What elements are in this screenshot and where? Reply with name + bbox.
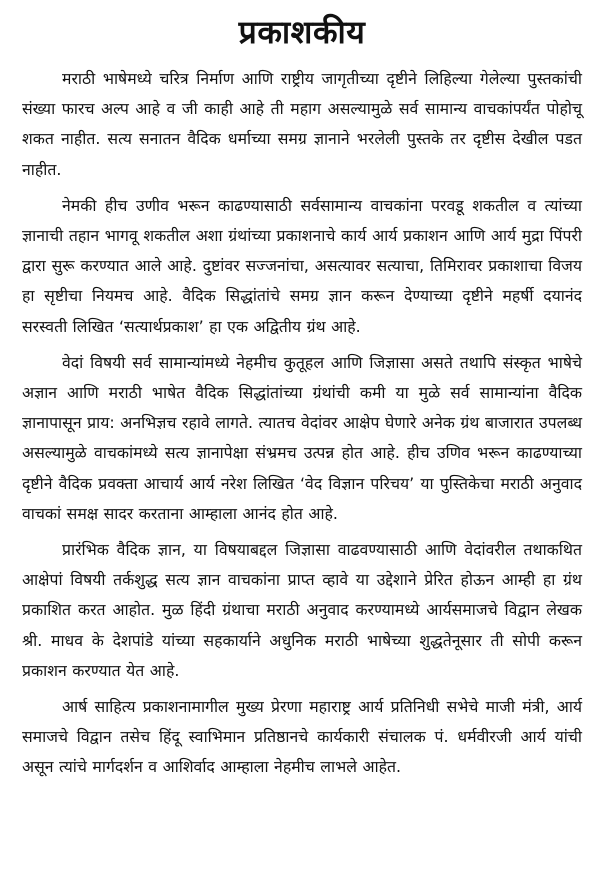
- paragraph-5: आर्ष साहित्य प्रकाशनामागील मुख्य प्रेरणा महाराष्ट्र आर्य प्रतिनिधी सभेचे माजी मंत्री, आर्य समाजचे विद्वान तसेच हिंदू स्वाभिमान प्रतिष्ठानचे कार्यकारी संचालक पं. धर्मवीरजी आर्य यांची असून त्यांचे मार्गदर्शन व आशिर्वाद आम्हाला नेहमीच लाभले आहेत.: [22, 697, 582, 777]
- paragraph-2: नेमकी हीच उणीव भरून काढण्यासाठी सर्वसामान्य वाचकांना परवडू शकतील व त्यांच्या ज्ञानाची तहान भागवू शकतील अशा ग्रंथांच्या प्रकाशनाचे कार्य आर्य प्रकाशन आणि आर्य मुद्रा पिंपरी द्वारा सुरू करण्यात आले आहे. दुष्टांवर सज्जनांचा, असत्यावर सत्याचा, तिमिरावर प्रकाशाचा विजय हा सृष्टीचा नियमच आहे. वैदिक सिद्धांतांचे समग्र ज्ञान करून देण्याच्या दृष्टीने महर्षी दयानंद सरस्वती लिखित ‘सत्यार्थप्रकाश’ हा एक अद्वितीय ग्रंथ आहे.: [22, 195, 582, 336]
- paragraph-1: मराठी भाषेमध्ये चरित्र निर्माण आणि राष्ट्रीय जागृतीच्या दृष्टीने लिहिल्या गेलेल्या पुस्तकांची संख्या फारच अल्प आहे व जी काही आहे ती महाग असल्यामुळे सर्व सामान्य वाचकांपर्यंत पोहोचू शकत नाहीत. सत्य सनातन वैदिक धर्माच्या समग्र ज्ञानाने भरलेली पुस्तके तर दृष्टीस देखील पडत नाहीत.: [22, 69, 582, 179]
- page-title: प्रकाशकीय: [238, 13, 366, 51]
- paragraph-3: वेदां विषयी सर्व सामान्यांमध्ये नेहमीच कुतूहल आणि जिज्ञासा असते तथापि संस्कृत भाषेचे अज्ञान आणि मराठी भाषेत वैदिक सिद्धांतांच्या ग्रंथांची कमी या मुळे सर्व सामान्यांना वैदिक ज्ञानापासून प्राय: अनभिज्ञच रहावे लागते. त्यातच वेदांवर आक्षेप घेणारे अनेक ग्रंथ बाजारात उपलब्ध असल्यामुळे वाचकांमध्ये सत्य ज्ञानापेक्षा संभ्रमच उत्पन्न होत आहे. हीच उणिव भरून काढण्याच्या दृष्टीने वैदिक प्रवक्ता आचार्य आर्य नरेश लिखित ‘वेद विज्ञान परिचय’ या पुस्तिकेचा मराठी अनुवाद वाचकां समक्ष सादर करताना आम्हाला आनंद होत आहे.: [22, 352, 582, 523]
- paragraph-4: प्रारंभिक वैदिक ज्ञान, या विषयाबद्दल जिज्ञासा वाढवण्यासाठी आणि वेदांवरील तथाकथित आक्षेपां विषयी तर्कशुद्ध सत्य ज्ञान वाचकांना प्राप्त व्हावे या उद्देशाने प्रेरित होऊन आम्ही हा ग्रंथ प्रकाशित करत आहोत. मुळ हिंदी ग्रंथाचा मराठी अनुवाद करण्यामध्ये आर्यसमाजचे विद्वान लेखक श्री. माधव के देशपांडे यांच्या सहकार्याने अधुनिक मराठी भाषेच्या शुद्धतेनूसार ती सोपी करून प्रकाशन करण्यात येत आहे.: [22, 540, 582, 680]
